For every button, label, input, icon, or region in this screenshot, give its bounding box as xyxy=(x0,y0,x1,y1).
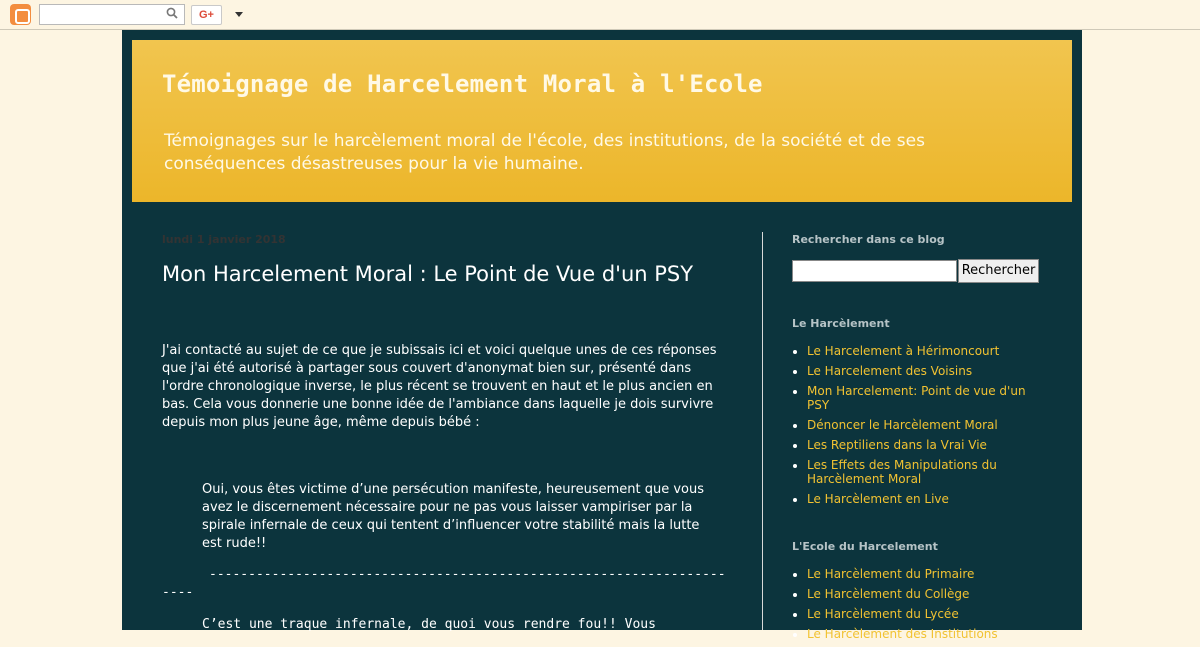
navbar-search-input[interactable] xyxy=(39,4,185,25)
sidebar-link[interactable]: Le Harcèlement du Lycée xyxy=(807,607,959,621)
sidebar-link-item[interactable] xyxy=(807,384,1047,412)
chevron-down-icon[interactable] xyxy=(235,12,243,17)
sidebar-search-button[interactable]: Rechercher xyxy=(958,259,1039,283)
sidebar-link-item[interactable] xyxy=(807,418,1047,432)
post-separator-dashes: ---------------------------------------------------------------------- xyxy=(162,567,726,600)
sidebar-link[interactable]: Les Reptiliens dans la Vrai Vie xyxy=(807,438,987,452)
sidebar-link[interactable]: Le Harcelement des Voisins xyxy=(807,364,973,378)
sidebar-link[interactable]: Les Effets des Manipulations du Harcèlement Moral xyxy=(807,458,997,486)
sidebar-link-item[interactable] xyxy=(807,438,1047,452)
sidebar-search-input[interactable] xyxy=(792,260,957,282)
sidebar-link[interactable]: Le Harcèlement du Primaire xyxy=(807,567,975,581)
blogger-logo-icon[interactable] xyxy=(10,4,31,25)
post-date: lundi 1 janvier 2018 xyxy=(162,233,286,246)
sidebar-link-item[interactable] xyxy=(807,627,1047,641)
sidebar-link-item[interactable] xyxy=(807,587,1047,601)
sidebar-search-heading: Rechercher dans ce blog xyxy=(792,233,945,246)
blog-content xyxy=(122,30,1082,641)
column-divider xyxy=(762,232,763,630)
sidebar-link[interactable]: Dénoncer le Harcèlement Moral xyxy=(807,418,998,432)
sidebar-link[interactable]: Mon Harcelement: Point de vue d'un PSY xyxy=(807,384,1026,412)
sidebar-link-item[interactable] xyxy=(807,492,1047,506)
sidebar-link-item[interactable] xyxy=(807,344,1047,358)
post-title[interactable]: Mon Harcelement Moral : Le Point de Vue d'un PSY xyxy=(162,262,694,286)
sidebar-link[interactable]: Le Harcèlement des Institutions xyxy=(807,627,998,641)
sidebar-link[interactable]: Le Harcelement à Hérimoncourt xyxy=(807,344,1000,358)
sidebar-section-heading: Le Harcèlement xyxy=(792,317,890,330)
blog-title[interactable]: Témoignage de Harcelement Moral à l'Ecole xyxy=(162,70,763,98)
google-plus-button[interactable]: G+ xyxy=(191,5,222,25)
blog-header xyxy=(132,40,1072,202)
sidebar-link[interactable]: Le Harcèlement du Collège xyxy=(807,587,970,601)
post-intro-paragraph: J'ai contacté au sujet de ce que je subissais ici et voici quelque unes de ces réponses que j'ai été autorisé à partager sous couvert d'anonymat bien sur, présenté dans l'ordre chronologique inverse, le plus récent se trouvent en haut et le plus ancien en bas. Cela vous donnerie une bonne idée de l'ambiance dans laquelle je dois survivre depuis mon plus jeune âge, même depuis bébé : xyxy=(162,343,717,430)
sidebar-link-item[interactable] xyxy=(807,607,1047,621)
sidebar-link-item[interactable] xyxy=(807,567,1047,581)
sidebar-link[interactable]: Le Harcèlement en Live xyxy=(807,492,949,506)
sidebar-link-list xyxy=(807,344,1047,512)
sidebar-link-item[interactable] xyxy=(807,364,1047,378)
post-quote-paragraph: Oui, vous êtes victime d’une persécution manifeste, heureusement que vous avez le discernement nécessaire pour ne pas vous laisser vampiriser par la spirale infernale de ceux qui tentent d’influencer votre stabilité mais la lutte est rude!! xyxy=(202,482,705,551)
blog-description: Témoignages sur le harcèlement moral de l'école, des institutions, de la société et de ses conséquences désastreuses pour la vie humaine. xyxy=(164,131,925,174)
sidebar-link-list-2 xyxy=(807,567,1047,647)
post-quote-paragraph-2: C’est une traque infernale, de quoi vous rendre fou!! Vous xyxy=(202,617,656,632)
blogger-navbar xyxy=(0,0,1200,30)
sidebar-link-item[interactable] xyxy=(807,458,1047,486)
search-icon[interactable] xyxy=(166,7,178,19)
sidebar-section-heading-2: L'Ecole du Harcelement xyxy=(792,540,938,553)
